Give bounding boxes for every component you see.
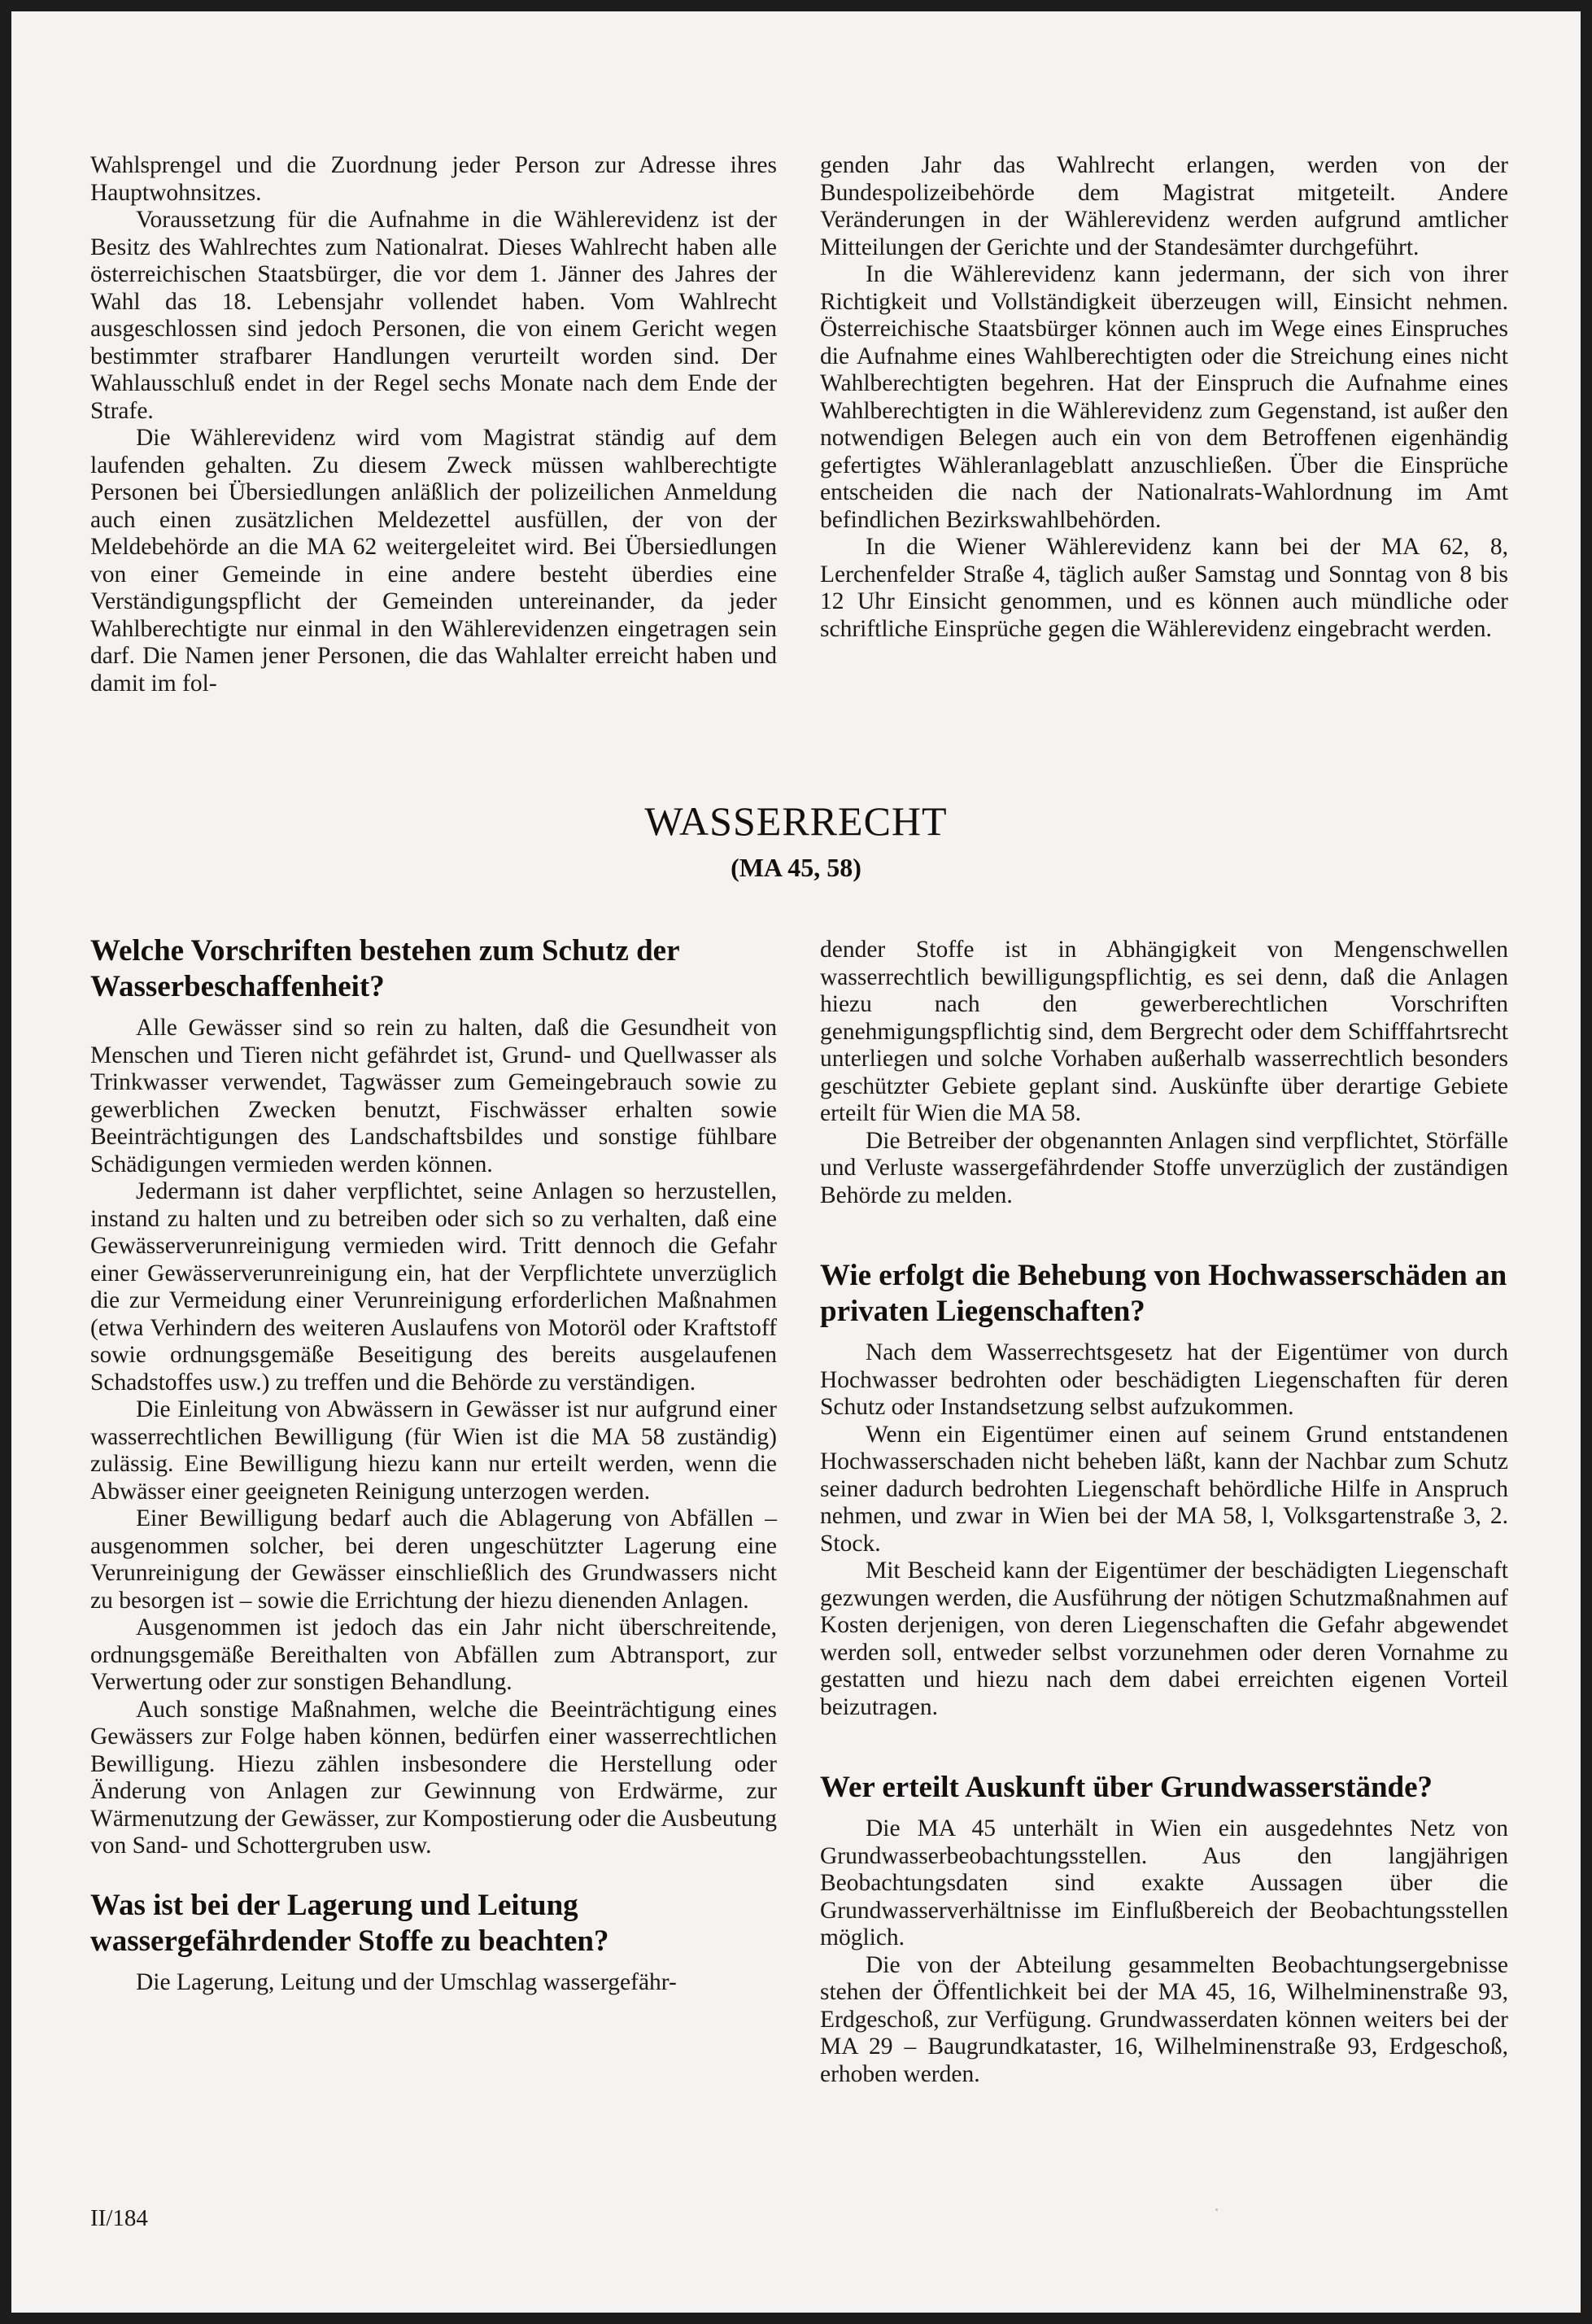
- question-heading-hochwasser: Wie erfolgt die Behebung von Hochwasserschäden an privaten Liegenschaften?: [820, 1259, 1507, 1328]
- paragraph: Einer Bewilligung bedarf auch die Ablagerung von Abfällen – ausgenommen solcher, bei deren ungeschützter Lagerung eine Verunreinigung der Gewässer einschließlich des Grundwassers nicht zu besorgen ist – sowie die Errichtung der hiezu dienenden Anlagen.: [90, 1505, 777, 1614]
- question-heading-schutz: Welche Vorschriften bestehen zum Schutz der Wasserbeschaffenheit?: [90, 934, 679, 1003]
- paragraph: Auch sonstige Maßnahmen, welche die Beeinträchtigung eines Gewässers zur Folge haben können, bedürfen einer wasserrechtlichen Bewilligung. Hiezu zählen insbesondere die Herstellung oder Änderung von Anlagen zur Gewinnung von Erdwärme, zur Wärmenutzung der Gewässer, zur Kompostierung oder die Ausbeutung von Sand- und Schottergruben usw.: [90, 1696, 777, 1859]
- spacer: [820, 1209, 1508, 1258]
- paragraph: Mit Bescheid kann der Eigentümer der beschädigten Liegenschaft gezwungen werden, die Ausführung der nötigen Schutzmaßnahmen auf Kosten derjenigen, von deren Liegenschaften die Gefahr abgewendet werden soll, entweder selbst vorzunehmen oder deren Vornahme zu gestatten und hiezu nach dem dabei erreichten eigenen Vorteil beizutragen.: [820, 1557, 1508, 1720]
- paragraph: Die MA 45 unterhält in Wien ein ausgedehntes Netz von Grundwasserbeobachtungsstellen. Aus den langjährigen Beobachtungsdaten sind exakte Aussagen über die Grundwasserverhältnisse im Einflußbereich der Beobachtungsstellen möglich.: [820, 1815, 1508, 1950]
- paragraph: Wahlsprengel und die Zuordnung jeder Person zur Adresse ihres Hauptwohnsitzes.: [90, 152, 777, 206]
- spacer: [820, 1330, 1508, 1339]
- paragraph: Jedermann ist daher verpflichtet, seine Anlagen so herzustellen, instand zu halten und zu betreiben oder sich so zu verhalten, daß eine Gewässerverunreinigung vermieden wird. Tritt dennoch die Gefahr einer Gewässerverunreinigung ein, hat der Verpflichtete unverzüglich die zur Vermeidung einer Verunreinigung erforderlichen Maßnahmen (etwa Verhindern des weiteren Auslaufens von Motoröl oder Kraftstoff sowie ordnungsgemäße Beseitigung des bereits ausgelaufenen Schadstoffes usw.) zu treffen und die Behörde zu verständigen.: [90, 1178, 777, 1396]
- bottom-right-column: [820, 937, 1508, 2088]
- paragraph: Nach dem Wasserrechtsgesetz hat der Eigentümer von durch Hochwasser bedrohten oder beschädigten Liegenschaften für deren Schutz oder Instandsetzung selbst aufzukommen.: [820, 1339, 1508, 1420]
- paragraph: Die Lagerung, Leitung und der Umschlag wassergefähr-: [136, 1968, 677, 1995]
- spacer: [820, 1721, 1508, 1770]
- question-heading-grundwasser: Wer erteilt Auskunft über Grundwasserstände?: [820, 1771, 1433, 1804]
- spacer: [90, 1959, 777, 1969]
- top-right-column: [820, 152, 1508, 643]
- paragraph: dender Stoffe ist in Abhängigkeit von Mengenschwellen wasserrechtlich bewilligungspflichtig, es sei denn, daß die Anlagen hiezu nach den gewerberechtlichen Vorschriften genehmigungspflichtig sind, dem Bergrecht oder dem Schifffahrtsrecht unterliegen und solche Vorhaben außerhalb wasserrechtlich besonders geschützter Gebiete geplant sind. Auskünfte über derartige Gebiete erteilt für Wien die MA 58.: [820, 937, 1508, 1126]
- paragraph: Die Einleitung von Abwässern in Gewässer ist nur aufgrund einer wasserrechtlichen Bewilligung (für Wien ist die MA 58 zuständig) zulässig. Eine Bewilligung hiezu kann nur erteilt werden, wenn die Abwässer einer geeigneten Reinigung unterzogen werden.: [90, 1396, 777, 1505]
- bottom-left-column: [90, 933, 777, 1996]
- section-title: WASSERRECHT: [644, 798, 948, 844]
- question-heading-lagerung: Was ist bei der Lagerung und Leitung wassergefährdender Stoffe zu beachten?: [90, 1888, 609, 1958]
- document-page: [11, 11, 1581, 2313]
- scan-artifact: [1215, 2208, 1218, 2211]
- spacer: [90, 1005, 777, 1015]
- spacer: [90, 1860, 777, 1888]
- paragraph: Die Wählerevidenz wird vom Magistrat ständig auf dem laufenden gehalten. Zu diesem Zweck müssen wahlberechtigte Personen bei Übersiedlungen anläßlich der polizeilichen Anmeldung auch einen zusätzlichen Meldezettel ausfüllen, der von der Meldebehörde an die MA 62 weitergeleitet wird. Bei Übersiedlungen von einer Gemeinde in eine andere besteht überdies eine Verständigungspflicht der Gemeinden untereinander, da jeder Wahlberechtigte nur einmal in den Wählerevidenzen eingetragen sein darf. Die Namen jener Personen, die das Wahlalter erreicht haben und damit im fol-: [90, 425, 777, 697]
- paragraph: In die Wählerevidenz kann jedermann, der sich von ihrer Richtigkeit und Vollständigkeit überzeugen will, Einsicht nehmen. Österreichische Staatsbürger können auch im Wege eines Einspruches die Aufnahme eines Wahlberechtigten oder die Streichung eines nicht Wahlberechtigten begehren. Hat der Einspruch die Aufnahme eines Wahlberechtigten in die Wählerevidenz zum Gegenstand, ist außer den notwendigen Belegen auch ein von dem Betroffenen eigenhändig gefertigtes Wähleranlageblatt anzuschließen. Über die Einsprüche entscheiden die nach der Nationalrats-Wahlordnung im Amt befindlichen Bezirkswahlbehörden.: [820, 261, 1508, 533]
- paragraph: Wenn ein Eigentümer einen auf seinem Grund entstandenen Hochwasserschaden nicht beheben läßt, kann der Nachbar zum Schutz seiner dadurch bedrohten Liegenschaft behördliche Hilfe in Anspruch nehmen, und zwar in Wien bei der MA 58, l, Volksgartenstraße 3, 2. Stock.: [820, 1421, 1508, 1557]
- paragraph: Alle Gewässer sind so rein zu halten, daß die Gesundheit von Menschen und Tieren nicht gefährdet ist, Grund- und Quellwasser als Trinkwasser verwendet, Tagwässer zum Gemeingebrauch sowie zu gewerblichen Zwecken benutzt, Fischwässer erhalten sowie Beeinträchtigungen des Landschaftsbildes und sonstige fühlbare Schädigungen vermieden werden können.: [90, 1015, 777, 1177]
- paragraph: Ausgenommen ist jedoch das ein Jahr nicht überschreitende, ordnungsgemäße Bereithalten von Abfällen zum Abtransport, zur Verwertung oder zur sonstigen Behandlung.: [90, 1614, 777, 1695]
- section-heading: [11, 797, 1581, 886]
- page-number: II/184: [90, 2205, 148, 2231]
- paragraph: Die von der Abteilung gesammelten Beobachtungsergebnisse stehen der Öffentlichkeit bei der MA 45, 16, Wilhelminenstraße 93, Erdgeschoß, zur Verfügung. Grundwasserdaten können weiters bei der MA 29 – Baugrundkataster, 16, Wilhelminenstraße 93, Erdgeschoß, erhoben werden.: [820, 1951, 1508, 2087]
- paragraph: Die Betreiber der obgenannten Anlagen sind verpflichtet, Störfälle und Verluste wassergefährdender Stoffe unverzüglich der zuständigen Behörde zu melden.: [820, 1127, 1508, 1208]
- top-left-column: [90, 152, 777, 697]
- section-subtitle: (MA 45, 58): [731, 853, 861, 882]
- paragraph: In die Wiener Wählerevidenz kann bei der MA 62, 8, Lerchenfelder Straße 4, täglich außer Samstag und Sonntag von 8 bis 12 Uhr Einsicht genommen, und es können auch mündliche oder schriftliche Einsprüche gegen die Wählerevidenz eingebracht werden.: [820, 534, 1508, 642]
- paragraph: Voraussetzung für die Aufnahme in die Wählerevidenz ist der Besitz des Wahlrechtes zum Nationalrat. Dieses Wahlrecht haben alle österreichischen Staatsbürger, die vor dem 1. Jänner des Jahres der Wahl das 18. Lebensjahr vollendet haben. Vom Wahlrecht ausgeschlossen sind jedoch Personen, die von einem Gericht wegen bestimmter strafbarer Handlungen verurteilt worden sind. Der Wahlausschluß endet in der Regel sechs Monate nach dem Ende der Strafe.: [90, 207, 777, 424]
- paragraph: genden Jahr das Wahlrecht erlangen, werden von der Bundespolizeibehörde dem Magistrat mitgeteilt. Andere Veränderungen in der Wählerevidenz werden aufgrund amtlicher Mitteilungen der Gerichte und der Standesämter durchgeführt.: [820, 152, 1508, 260]
- spacer: [820, 1806, 1508, 1815]
